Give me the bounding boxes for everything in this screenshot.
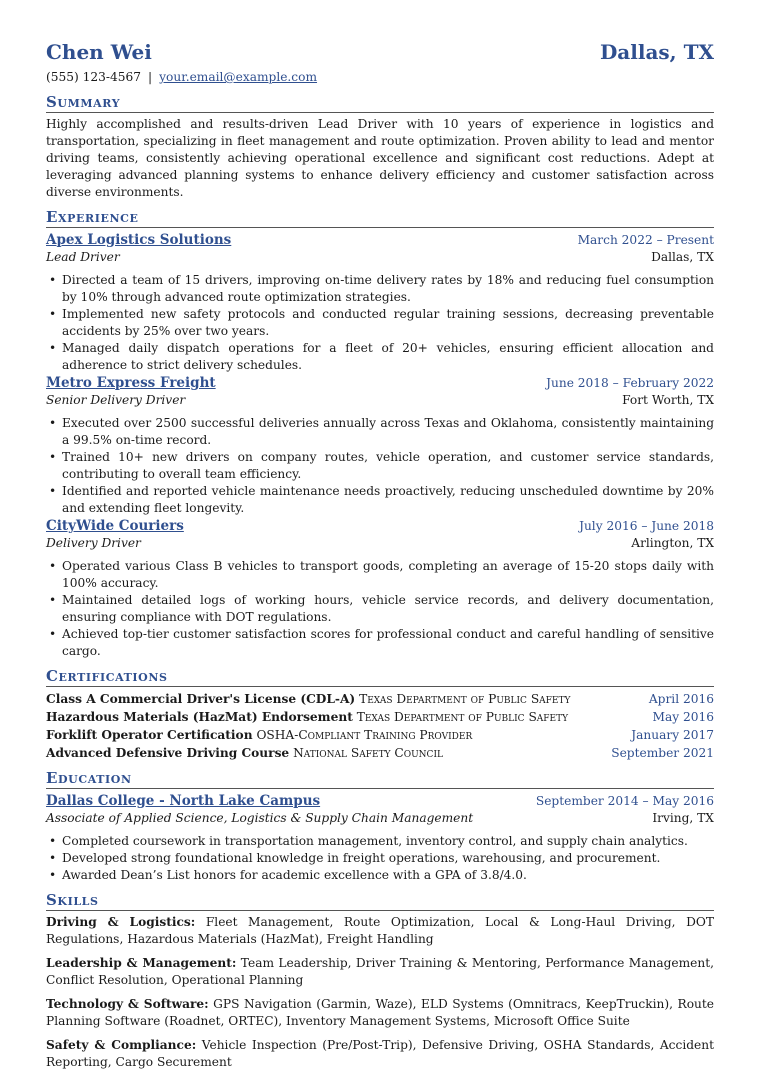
certification-issuer: National Safety Council <box>293 746 443 760</box>
email-link[interactable]: your.email@example.com <box>159 70 318 84</box>
skill-group-text: Fleet Management, Route Optimization, Local & Long-Haul Driving, DOT Regulations, Hazardous Materials (HazMat), Freight Handling <box>46 915 714 946</box>
certification-item <box>46 690 714 708</box>
summary-text: Highly accomplished and results-driven Lead Driver with 10 years of experience in logistics and transportation, specializing in fleet management and route optimization. Proven ability to lead and mentor driving teams, consistently achieving operational excellence and significant cost reductions. Adept at leveraging advanced planning systems to enhance delivery efficiency and customer satisfaction across diverse environments. <box>46 117 714 199</box>
resume-header <box>46 38 714 66</box>
certification-item <box>46 708 714 726</box>
skills-heading: Skills <box>46 891 714 911</box>
job-entry <box>46 374 714 517</box>
job-entry <box>46 517 714 660</box>
skill-group-text: Team Leadership, Driver Training & Mentoring, Performance Management, Conflict Resolution, Operational Planning <box>46 956 715 987</box>
candidate-location: Dallas, TX <box>599 40 714 64</box>
skill-group <box>46 1037 714 1071</box>
skill-group <box>46 955 714 989</box>
education-location: Irving, TX <box>652 811 714 825</box>
skill-group-label: Driving & Logistics: <box>46 915 196 929</box>
job-title: Lead Driver <box>46 250 120 264</box>
education-dates: September 2014 – May 2016 <box>535 794 714 808</box>
job-title: Delivery Driver <box>46 536 141 550</box>
education-heading: Education <box>46 769 714 789</box>
job-bullet: • Maintained detailed logs of working hours, vehicle service records, and delivery documentation, ensuring compliance with DOT regulations. <box>46 592 714 626</box>
job-dates: July 2016 – June 2018 <box>579 519 714 533</box>
skills-list <box>46 914 714 1071</box>
skill-group-label: Safety & Compliance: <box>46 1038 197 1052</box>
job-bullets <box>46 558 714 660</box>
contact-separator: | <box>148 70 153 84</box>
job-bullets <box>46 415 714 517</box>
skill-group-label: Technology & Software: <box>46 997 209 1011</box>
job-location: Dallas, TX <box>651 250 714 264</box>
job-location: Fort Worth, TX <box>622 393 714 407</box>
certification-item <box>46 744 714 762</box>
certification-name: Advanced Defensive Driving Course <box>46 746 290 760</box>
certification-issuer: Texas Department of Public Safety <box>356 710 569 724</box>
job-bullet: • Implemented new safety protocols and conducted regular training sessions, decreasing preventable accidents by 25% over two years. <box>46 306 714 340</box>
job-bullet: • Directed a team of 15 drivers, improving on-time delivery rates by 18% and reducing fuel consumption by 10% through advanced route optimization strategies. <box>46 272 714 306</box>
contact-line <box>46 69 714 86</box>
experience-heading: Experience <box>46 208 714 228</box>
education-school[interactable]: Dallas College - North Lake Campus <box>46 793 321 809</box>
job-title: Senior Delivery Driver <box>46 393 186 407</box>
skill-group-label: Leadership & Management: <box>46 956 237 970</box>
job-bullets <box>46 272 714 374</box>
education-bullet: • Awarded Dean’s List honors for academic excellence with a GPA of 3.8/4.0. <box>46 867 714 884</box>
certification-issuer: OSHA-Compliant Training Provider <box>256 728 473 742</box>
job-bullet: • Achieved top-tier customer satisfaction scores for professional conduct and careful handling of sensitive cargo. <box>46 626 714 660</box>
education-degree: Associate of Applied Science, Logistics & Supply Chain Management <box>46 811 474 825</box>
education-bullet: • Developed strong foundational knowledge in freight operations, warehousing, and procurement. <box>46 850 714 867</box>
job-bullet: • Managed daily dispatch operations for a fleet of 20+ vehicles, ensuring efficient allocation and adherence to strict delivery schedules. <box>46 340 714 374</box>
skill-group-text: Vehicle Inspection (Pre/Post-Trip), Defensive Driving, OSHA Standards, Accident Reporting, Cargo Securement <box>46 1038 714 1069</box>
certification-date: May 2016 <box>652 710 714 724</box>
job-company[interactable]: Metro Express Freight <box>46 375 216 391</box>
phone-number: (555) 123-4567 <box>46 70 142 84</box>
job-entry <box>46 231 714 374</box>
summary-heading: Summary <box>46 93 714 113</box>
job-bullet: • Identified and reported vehicle maintenance needs proactively, reducing unscheduled downtime by 20% and extending fleet longevity. <box>46 483 714 517</box>
job-company[interactable]: Apex Logistics Solutions <box>46 232 232 248</box>
certification-list <box>46 690 714 762</box>
candidate-name: Chen Wei <box>46 40 152 64</box>
job-company[interactable]: CityWide Couriers <box>46 518 184 534</box>
education-bullets <box>46 833 714 884</box>
certification-date: April 2016 <box>648 692 714 706</box>
certifications-heading: Certifications <box>46 667 714 687</box>
certification-name: Forklift Operator Certification <box>46 728 253 742</box>
job-bullet: • Executed over 2500 successful deliveries annually across Texas and Oklahoma, consistently maintaining a 99.5% on-time record. <box>46 415 714 449</box>
skill-group <box>46 996 714 1030</box>
education-bullet: • Completed coursework in transportation management, inventory control, and supply chain analytics. <box>46 833 714 850</box>
skill-group <box>46 914 714 948</box>
job-location: Arlington, TX <box>631 536 714 550</box>
job-dates: March 2022 – Present <box>577 233 714 247</box>
job-bullet: • Operated various Class B vehicles to transport goods, completing an average of 15-20 stops daily with 100% accuracy. <box>46 558 714 592</box>
job-dates: June 2018 – February 2022 <box>546 376 714 390</box>
certification-issuer: Texas Department of Public Safety <box>359 692 571 706</box>
certification-date: January 2017 <box>631 728 714 742</box>
skill-group-text: GPS Navigation (Garmin, Waze), ELD Systems (Omnitracs, KeepTruckin), Route Planning Software (Roadnet, ORTEC), Inventory Management Systems, Microsoft Office Suite <box>46 997 714 1028</box>
certification-name: Class A Commercial Driver's License (CDL-A) <box>46 692 356 706</box>
certification-item <box>46 726 714 744</box>
education-entry <box>46 792 714 884</box>
certification-name: Hazardous Materials (HazMat) Endorsement <box>46 710 353 724</box>
certification-date: September 2021 <box>611 746 714 760</box>
job-bullet: • Trained 10+ new drivers on company routes, vehicle operation, and customer service standards, contributing to overall team efficiency. <box>46 449 714 483</box>
